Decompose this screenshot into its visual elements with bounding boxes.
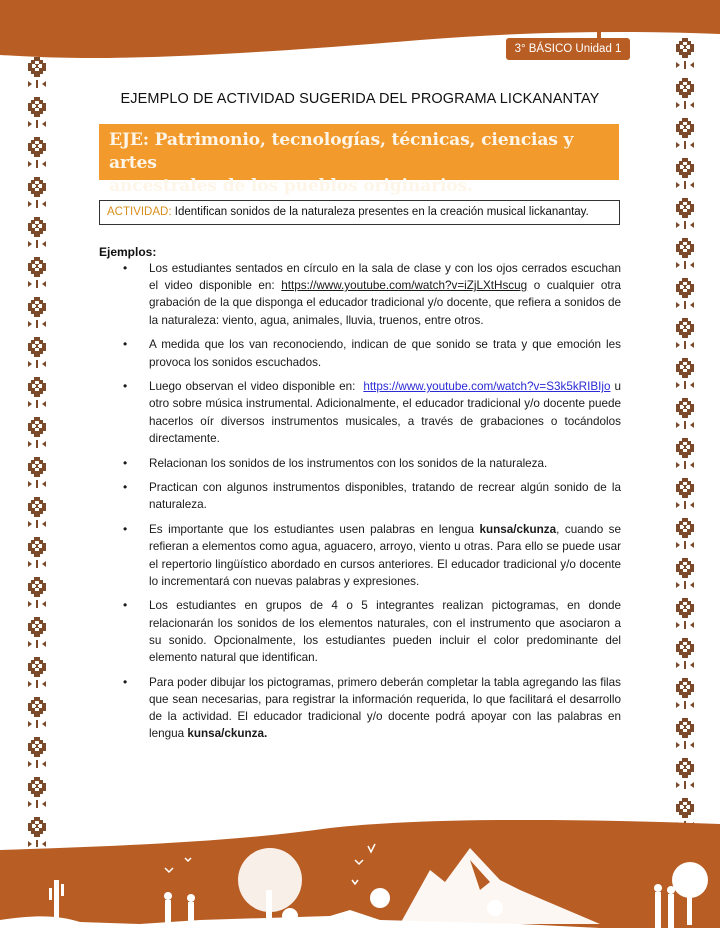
bullet-icon: •	[123, 455, 128, 470]
item-text: Los estudiantes sentados en círculo en la sala de clase y con los ojos cerrados escuchan el video disponible en:	[149, 262, 621, 293]
andean-pattern-border-left	[26, 55, 48, 847]
footer-landscape-banner	[0, 820, 720, 932]
item-text: Luego observan el video disponible en:	[149, 380, 364, 394]
activity-description: Identifican sonidos de la naturaleza presentes en la creación musical lickanantay.	[174, 206, 589, 218]
item-text: , cuando se refieran a elementos como agua, aguacero, arroyo, viento u otras. Para ello se puede usar el repertorio lingüístico abordado en cursos anteriores. El educador tradicional y/o docente lo incrementará con nuevas palabras y expresiones.	[149, 523, 621, 588]
list-item	[120, 479, 621, 513]
activity-label: ACTIVIDAD:	[107, 206, 172, 218]
andean-pattern-border-right	[674, 36, 696, 826]
item-text: u otro sobre música instrumental. Adicionalmente, el educador tradicional y/o docente puede hacerlos oír diversos instrumentos musicales, a través de grabaciones o tocándolos directamente.	[149, 380, 621, 445]
item-text: Para poder dibujar los pictogramas, primero deberán completar la tabla agregando las filas que sean necesarias, para registrar la información requerida, lo que facilitará el desarrollo de la actividad. El educador tradicional y/o docente podrá apoyar con las palabras en lengua	[149, 675, 621, 741]
item-text: o cualquier otra grabación de la que disponga el educador tradicional y/o docente, que refiera a sonidos de la naturaleza: viento, agua, animales, lluvia, truenos, entre otros.	[149, 279, 621, 327]
bullet-icon: •	[123, 674, 128, 689]
item-text: Relacionan los sonidos de los instrumentos con los sonidos de la naturaleza.	[149, 456, 548, 470]
language-term: kunsa/ckunza	[479, 523, 557, 537]
list-item	[120, 521, 621, 590]
examples-list	[120, 260, 621, 750]
item-text: Los estudiantes en grupos de 4 o 5 integrantes realizan pictogramas, en donde relacionarán los sonidos de los elementos naturales, con el instrumento que asociaron a su sonido. Opcionalmente, los estudiantes pueden incluir el color predominante del elemento natural que identifican.	[149, 599, 621, 665]
page-title: EJEMPLO DE ACTIVIDAD SUGERIDA DEL PROGRAMA LICKANANTAY	[120, 91, 600, 107]
bullet-icon: •	[123, 598, 128, 613]
activity-box	[99, 200, 620, 225]
item-text: Es importante que los estudiantes usen palabras en lengua	[149, 523, 480, 537]
language-term: kunsa/ckunza.	[187, 727, 268, 741]
item-text: A medida que los van reconociendo, indican de que sonido se trata y que emoción les provoca los sonidos escuchados.	[149, 338, 621, 369]
eje-banner	[99, 124, 619, 196]
item-text: Practican con algunos instrumentos disponibles, tratando de recrear algún sonido de la naturaleza.	[149, 481, 621, 512]
youtube-link-sounds[interactable]: https://www.youtube.com/watch?v=iZjLXtHscug	[281, 279, 528, 293]
list-item	[120, 260, 621, 329]
list-item	[120, 455, 621, 472]
list-item	[120, 378, 621, 447]
bullet-icon: •	[123, 480, 128, 495]
bullet-icon: •	[123, 261, 128, 275]
bullet-icon: •	[123, 337, 128, 352]
bullet-icon: •	[123, 522, 128, 537]
examples-heading: Ejemplos:	[99, 245, 157, 259]
bullet-icon: •	[123, 379, 128, 394]
eje-line-2: ancestrales de los pueblos originarios.	[109, 176, 473, 196]
eje-line-1: EJE: Patrimonio, tecnologías, técnicas, ciencias y artes	[109, 130, 574, 173]
grade-unit-badge: 3° BÁSICO Unidad 1	[506, 38, 630, 60]
list-item	[120, 597, 621, 666]
list-item	[120, 674, 621, 743]
youtube-link-instrumental[interactable]: https://www.youtube.com/watch?v=S3k5kRIBIjo	[363, 380, 611, 394]
list-item	[120, 336, 621, 370]
